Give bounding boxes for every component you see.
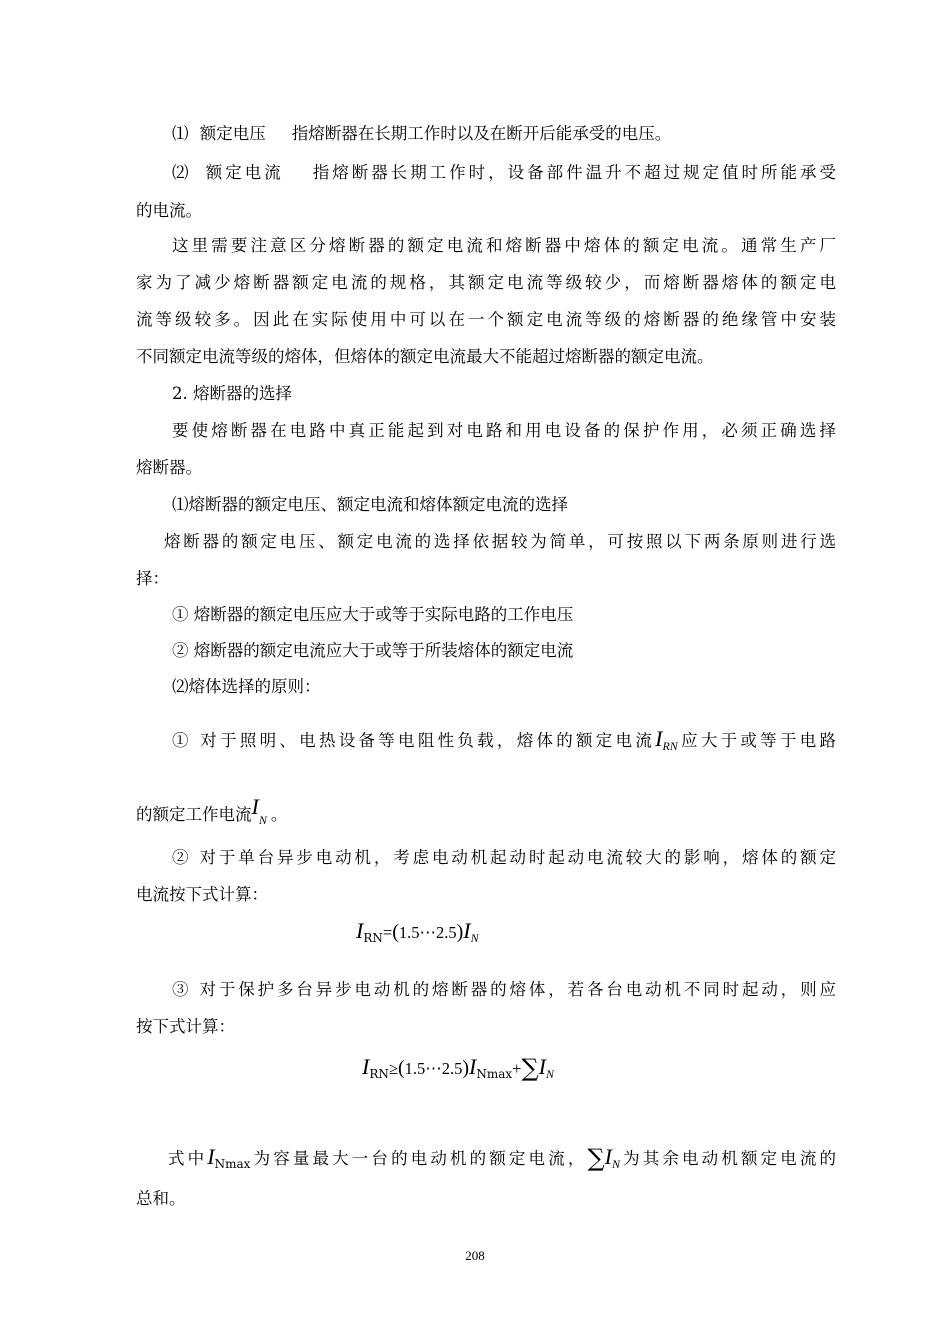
math-subscript: RN — [363, 931, 383, 945]
rule-item: ② 熔断器的额定电流应大于或等于所装熔体的额定电流 — [172, 641, 574, 660]
math-range: 1.5⋯2.5 — [398, 923, 457, 942]
paragraph-line: 熔断器的额定电压、额定电流的选择依据较为简单，可按照以下两条原则进行选 — [164, 532, 836, 551]
item-rated-voltage — [172, 124, 671, 144]
paragraph-line: 要使熔断器在电路中真正能起到对电路和用电设备的保护作用，必须正确选择 — [172, 421, 836, 440]
math-symbol: I — [655, 726, 663, 751]
paragraph-line: 电流按下式计算： — [136, 885, 268, 904]
math-operator: + — [512, 1059, 522, 1078]
paragraph-line: 择： — [136, 569, 169, 588]
item-rated-current — [172, 163, 836, 183]
subheading: ⑴熔断器的额定电压、额定电流和熔体额定电流的选择 — [172, 495, 568, 514]
text-run: 。 — [270, 805, 288, 824]
math-subscript: N — [470, 931, 479, 945]
section-heading: 2. 熔断器的选择 — [172, 384, 292, 403]
item-text: 指熔断器长期工作时，设备部件温升不超过规定值时所能承受 — [309, 163, 837, 182]
paragraph-line: 不同额定电流等级的熔体，但熔体的额定电流最大不能超过熔断器的额定电流。 — [136, 347, 714, 366]
math-operator: = — [382, 923, 393, 942]
math-symbol: I — [538, 1054, 546, 1079]
math-sum: ∑ — [587, 1144, 605, 1172]
paragraph-line: 流等级较多。因此在实际使用中可以在一个额定电流等级的熔断器的绝缘管中安装 — [136, 310, 836, 329]
paragraph-line: 家为了减少熔断器额定电流的规格，其额定电流等级较少，而熔断器熔体的额定电 — [136, 273, 836, 292]
paragraph-line — [172, 726, 836, 753]
subheading: ⑵熔体选择的原则： — [172, 677, 321, 696]
paragraph-line: 按下式计算： — [136, 1017, 235, 1036]
math-subscript: RN — [662, 739, 678, 753]
math-subscript: N — [258, 813, 267, 827]
item-number: ⑵ — [172, 163, 192, 182]
item-text: 指熔断器在长期工作时以及在断开后能承受的电压。 — [291, 124, 672, 143]
math-symbol: I — [604, 1144, 612, 1169]
math-subscript: Nmax — [214, 1157, 251, 1171]
text-run: 式中 — [168, 1149, 208, 1168]
text-run: 的额定工作电流 — [136, 805, 252, 824]
math-symbol: I — [356, 918, 364, 943]
math-symbol: I — [469, 1054, 477, 1079]
text-run: 为容量最大一台的电动机的额定电流， — [250, 1149, 588, 1168]
math-sum: ∑ — [521, 1054, 539, 1082]
math-symbol: I — [207, 1144, 215, 1169]
math-symbol: I — [362, 1054, 370, 1079]
math-subscript: Nmax — [476, 1067, 513, 1081]
math-range: 1.5⋯2.5 — [404, 1059, 463, 1078]
paragraph-line: ③ 对于保护多台异步电动机的熔断器的熔体，若各台电动机不同时起动，则应 — [172, 980, 836, 999]
math-subscript: N — [545, 1067, 554, 1081]
paragraph-line — [136, 794, 288, 827]
rule-item: ① 熔断器的额定电压应大于或等于实际电路的工作电压 — [172, 605, 574, 624]
math-subscript: N — [611, 1157, 620, 1171]
item-number: ⑴ — [172, 124, 189, 143]
equation-2: $I_{RN}\ge(1.5\cdots 2.5)I_{Nmax}+\sum I_N$ — [362, 1054, 554, 1082]
page-number: 208 — [465, 1248, 485, 1263]
paragraph-line: ② 对于单台异步电动机，考虑电动机起动时起动电流较大的影响，熔体的额定 — [172, 848, 836, 867]
text-run: ① 对于照明、电热设备等电阻性负载，熔体的额定电流 — [172, 731, 656, 750]
equation-1: $I_{RN}=(1.5\cdots 2.5)I_N$ — [356, 918, 479, 945]
math-subscript: RN — [369, 1067, 389, 1081]
math-symbol: I — [251, 794, 259, 819]
item-text-continued: 的电流。 — [136, 201, 202, 220]
paragraph-line: 熔断器。 — [136, 458, 202, 477]
item-term: 额定电流 — [205, 163, 284, 182]
paragraph-line: 总和。 — [136, 1189, 186, 1208]
text-run: 应大于或等于电路 — [677, 731, 836, 750]
paragraph-line — [168, 1146, 836, 1170]
text-run: 为其余电动机额定电流的 — [619, 1149, 837, 1168]
item-term: 额定电压 — [199, 124, 266, 143]
math-symbol: I — [463, 918, 471, 943]
math-operator: ≥ — [388, 1059, 398, 1078]
paragraph-line: 这里需要注意区分熔断器的额定电流和熔断器中熔体的额定电流。通常生产厂 — [172, 236, 836, 255]
